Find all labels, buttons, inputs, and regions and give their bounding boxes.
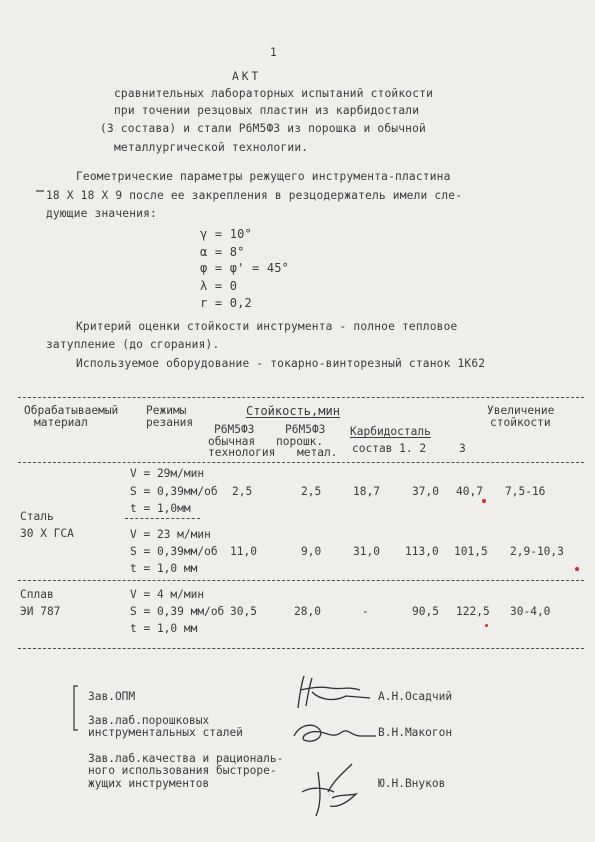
subtitle-line-3: (3 состава) и стали Р6М5Ф3 из порошка и обычной <box>100 122 426 135</box>
hdr-conventional-2: технология <box>208 446 276 459</box>
row1-val-3: 18,7 <box>353 485 380 498</box>
param-phi: φ = φ' = 45° <box>200 261 290 275</box>
para2-line-1: Критерий оценки стойкости инструмента - полное тепловое <box>76 320 458 333</box>
signature-bracket <box>70 684 82 732</box>
row1-val-4: 37,0 <box>412 485 439 498</box>
row2-val-1: 11,0 <box>230 545 257 558</box>
hdr-composition-3: 3 <box>459 442 466 455</box>
subtitle-line-4: металлургической технологии. <box>114 141 309 154</box>
para2-line-2: затупление (до сгорания). <box>46 338 220 351</box>
red-mark-1 <box>482 499 486 503</box>
row1-val-6: 7,5-16 <box>505 485 546 498</box>
para3: Используемое оборудование - токарно-винторезный станок 1К62 <box>76 357 486 370</box>
param-gamma: γ = 10° <box>200 227 252 241</box>
hdr-mode-1: Режимы <box>146 404 187 417</box>
row3-material-1: Сплав <box>20 588 54 601</box>
row3-mode-v: V = 4 м/мин <box>130 588 205 601</box>
para1-line-2: 18 X 18 X 9 после ее закрепления в резцодержатель имели сле- <box>46 189 463 202</box>
red-mark-3 <box>485 624 488 627</box>
subtitle-line-1: сравнительных лабораторных испытаний стойкости <box>114 87 434 100</box>
sig2-position-1: Зав.лаб.порошковых <box>88 714 210 727</box>
row2-val-2: 9,0 <box>301 545 322 558</box>
row2-val-3: 31,0 <box>353 545 380 558</box>
hdr-material-1: Обрабатываемый <box>24 404 119 417</box>
param-alpha: α = 8° <box>200 245 245 259</box>
row3-mode-t: t = 1,0 мм <box>130 622 198 635</box>
row2-val-6: 2,9-10,3 <box>510 545 564 558</box>
row3-val-3: - <box>362 605 369 618</box>
hdr-r6m5f3-powder: Р6М5Ф3 <box>285 423 326 436</box>
hdr-powder-1: порошк. <box>276 435 324 448</box>
row2-val-5: 101,5 <box>454 545 488 558</box>
row1-rule <box>125 518 200 519</box>
row1-mode-s: S = 0,39мм/об <box>130 485 218 498</box>
hdr-conventional-1: обычная <box>208 435 256 448</box>
row2-mode-s: S = 0,39мм/об <box>130 545 218 558</box>
sig1-name: А.Н.Осадчий <box>378 690 453 703</box>
row2-rule <box>18 580 584 581</box>
sig1-position: Зав.ОПМ <box>88 690 136 703</box>
row3-val-1: 30,5 <box>230 605 257 618</box>
row2-val-4: 113,0 <box>405 545 439 558</box>
row1-mode-t: t = 1,0мм <box>130 502 191 515</box>
row3-val-5: 122,5 <box>456 605 490 618</box>
hdr-increase-1: Увеличение <box>487 404 555 417</box>
sig3-name: Ю.Н.Внуков <box>378 777 446 790</box>
row3-mode-s: S = 0,39 мм/об <box>130 605 225 618</box>
sig2-name: В.Н.Макогон <box>378 726 453 739</box>
row2-material-1: Сталь <box>20 510 54 523</box>
row3-material-2: ЭИ 787 <box>20 605 61 618</box>
row2-mode-v: V = 23 м/мин <box>130 528 211 541</box>
red-mark-2 <box>575 567 579 571</box>
para1-line-3: дующие значения: <box>46 207 157 220</box>
row2-material-2: 30 X ГСА <box>20 527 74 540</box>
hdr-composition: состав 1. 2 <box>352 442 427 455</box>
signature-vnukov <box>282 758 372 820</box>
row3-val-4: 90,5 <box>412 605 439 618</box>
table-bottom-rule <box>18 648 584 649</box>
hdr-material-2: материал <box>34 416 88 429</box>
row1-val-1: 2,5 <box>232 485 253 498</box>
row1-mode-v: V = 29м/мин <box>130 467 205 480</box>
row3-val-2: 28,0 <box>294 605 321 618</box>
signature-osadchiy <box>290 672 380 712</box>
row1-val-2: 2,5 <box>301 485 322 498</box>
row2-mode-t: t = 1,0 мм <box>130 562 198 575</box>
subtitle-line-2: при точении резцовых пластин из карбидостали <box>114 104 420 117</box>
para1-line-1: Геометрические параметры режущего инструмента-пластина <box>76 170 451 183</box>
sig2-position-2: инструментальных сталей <box>88 726 243 739</box>
hdr-powder-2: метал. <box>297 446 338 459</box>
sig3-position-2: ного использования быстроре- <box>88 764 277 777</box>
hdr-increase-2: стойкости <box>490 416 551 429</box>
sig3-position-1: Зав.лаб.качества и рациональ- <box>88 752 284 765</box>
page-number: 1 <box>270 46 277 59</box>
param-r: r = 0,2 <box>200 296 252 310</box>
hdr-carbide: Карбидосталь <box>350 425 431 438</box>
hdr-mode-2: резания <box>146 416 194 429</box>
param-lambda: λ = 0 <box>200 279 238 293</box>
hdr-r6m5f3-conventional: Р6М5Ф3 <box>214 423 255 436</box>
margin-pen-mark <box>34 185 46 197</box>
hdr-durability: Стойкость,мин <box>246 404 340 418</box>
doc-title: АКТ <box>232 70 262 83</box>
table-top-rule <box>18 397 584 398</box>
row3-val-6: 30-4,0 <box>510 605 551 618</box>
sig3-position-3: жущих инструментов <box>88 777 210 790</box>
row1-val-5: 40,7 <box>456 485 483 498</box>
signature-makogon <box>290 716 380 748</box>
header-rule <box>18 462 584 463</box>
